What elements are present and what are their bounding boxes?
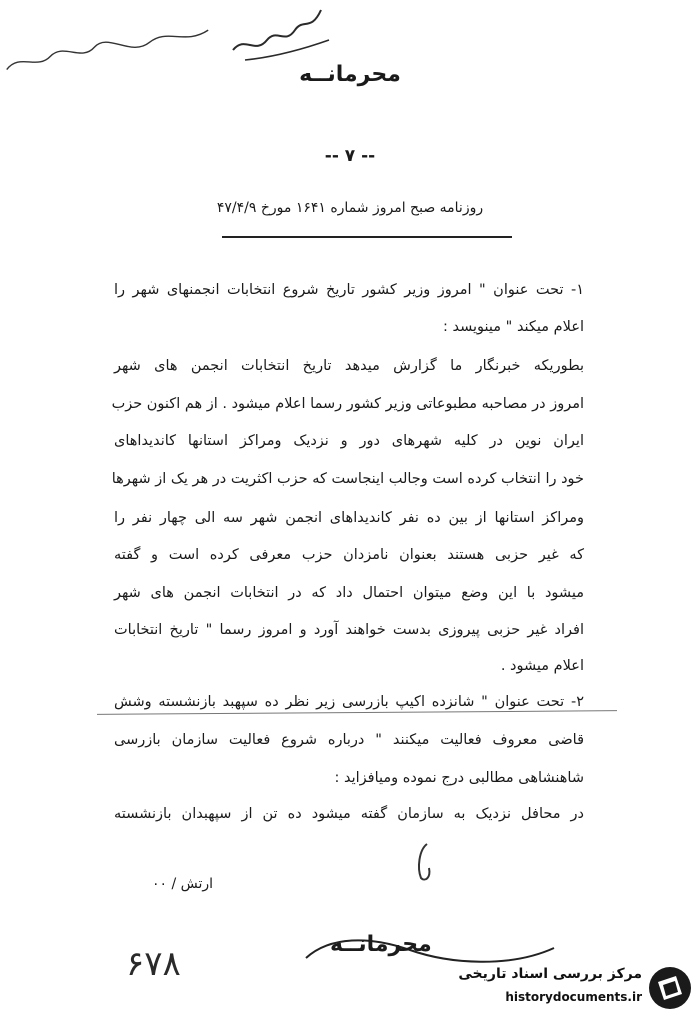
body-line: در محافل نزدیک به سازمان گفته میشود ده تن از سپهبدان بازنشسته bbox=[114, 806, 584, 822]
handwritten-number: ۶۷۸ bbox=[126, 944, 181, 984]
body-line: بطوریکه خبرنگار ما گزارش میدهد تاریخ انتخابات انجمن های شهر bbox=[114, 358, 584, 374]
header-divider bbox=[222, 236, 512, 238]
body-line: ۱- تحت عنوان " امروز وزیر کشور تاریخ شروع انتخابات انجمنهای شهر را bbox=[114, 282, 584, 298]
body-line: خود را انتخاب کرده است وجالب اینجاست که حزب اکثریت در هر یک از شهرها bbox=[111, 471, 584, 487]
body-line: ایران نوین در کلیه شهرهای دور و نزدیک ومراکز استانها کاندیداهای bbox=[114, 433, 584, 449]
watermark-text-fa: مرکز بررسی اسناد تاریخی bbox=[458, 966, 642, 982]
body-line: افراد غیر حزبی پیروزی بدست خواهند آورد و امروز رسما " تاریخ انتخابات bbox=[114, 622, 584, 638]
body-line: ۲- تحت عنوان " شانزده اکیپ بازرسی زیر نظر ده سپهبد بازنشسته وشش bbox=[114, 694, 584, 710]
body-line: میشود با این وضع میتوان احتمال داد که در انتخابات انجمن های شهر bbox=[114, 585, 584, 601]
archive-logo-icon bbox=[646, 964, 694, 1012]
body-line: اعلام میشود . bbox=[500, 658, 584, 674]
body-line: قاضی معروف فعالیت میکنند " درباره شروع فعالیت سازمان بازرسی bbox=[114, 732, 584, 748]
body-line: شاهنشاهی مطالبی درج نموده ومیافزاید : bbox=[334, 770, 584, 786]
watermark-url: historydocuments.ir bbox=[505, 990, 642, 1004]
body-line: که غیر حزبی هستند بعنوان نامزدان حزب معرفی کرده است و گفته bbox=[114, 547, 584, 563]
classification-heading: محرمانــه bbox=[299, 62, 401, 87]
body-line: اعلام میکند " مینویسد : bbox=[442, 319, 584, 335]
archive-watermark bbox=[458, 960, 698, 1020]
stamp-label: محرمانــه bbox=[330, 932, 432, 957]
page-number: -- ۷ -- bbox=[324, 146, 376, 166]
army-code: ارتش / ۰۰ bbox=[152, 876, 214, 892]
body-line: امروز در مصاحبه مطبوعاتی وزیر کشور رسما اعلام میشود . از هم اکنون حزب bbox=[111, 396, 584, 412]
body-line: ومراکز استانها از بین ده نفر کاندیداهای انجمن شهر سه الی چهار نفر را bbox=[114, 510, 584, 526]
handwritten-signature bbox=[225, 0, 335, 70]
source-line: روزنامه صبح امروز شماره ۱۶۴۱ مورخ ۴۷/۴/۹ bbox=[216, 200, 484, 216]
handwritten-mark bbox=[405, 838, 445, 888]
